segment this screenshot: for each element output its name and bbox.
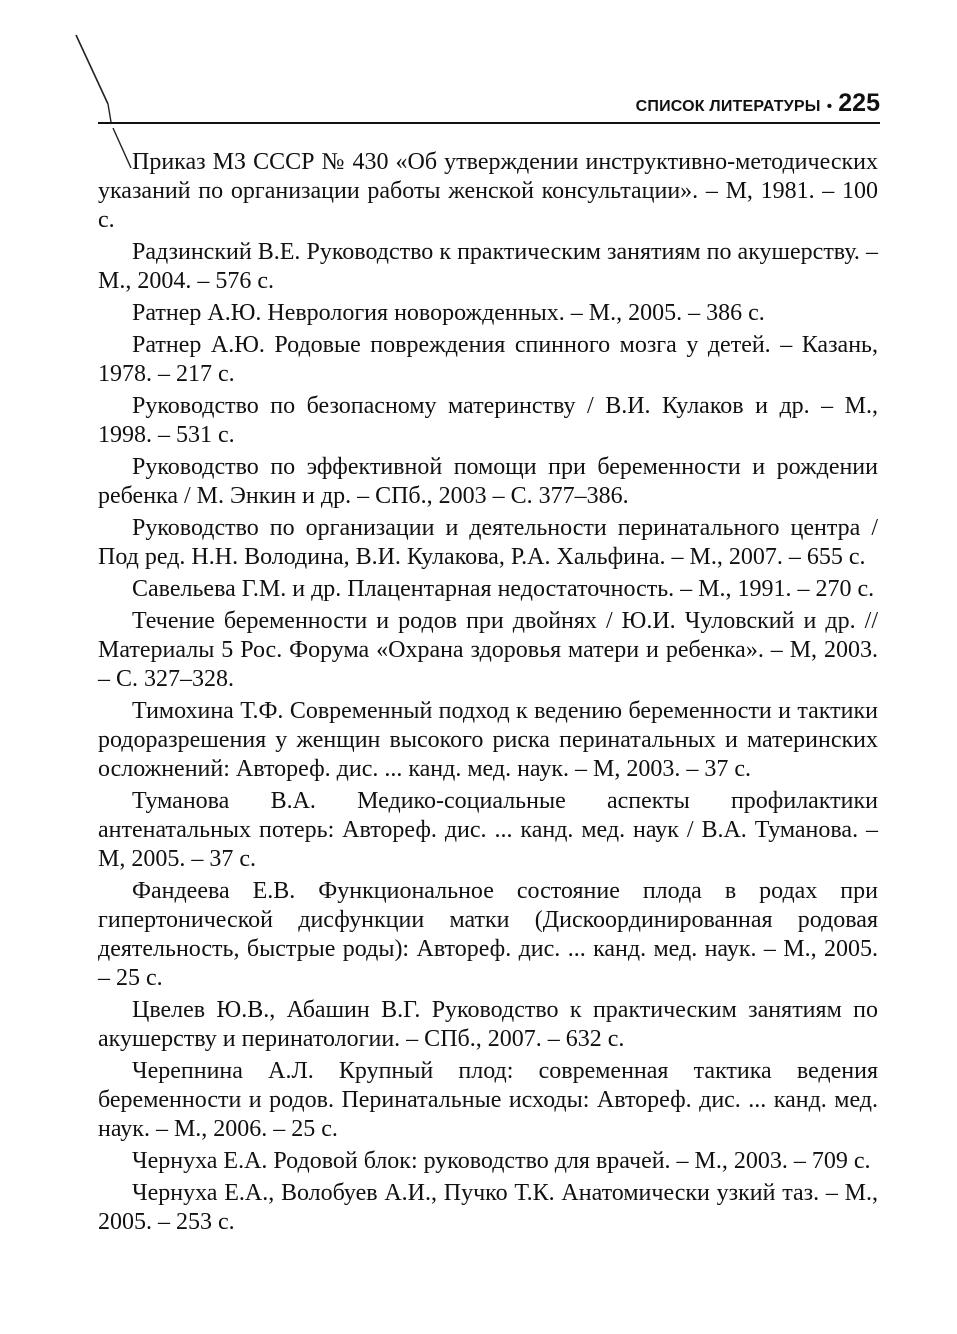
bibliography-entry: Радзинский В.Е. Руководство к практическим занятиям по акушерству. – М., 2004. – 576 с. [98, 239, 878, 294]
header-text [636, 89, 880, 118]
bibliography-entry: Чернуха Е.А. Родовой блок: руководство для врачей. – М., 2003. – 709 с. [132, 1148, 871, 1174]
bibliography-entry: Черепнина А.Л. Крупный плод: современная тактика ведения беременности и родов. Перинатальные исходы: Автореф. дис. ... канд. мед. наук. – М., 2006. – 25 с. [98, 1058, 878, 1142]
bibliography-entry: Туманова В.А. Медико-социальные аспекты профилактики антенатальных потерь: Автореф. дис. ... канд. мед. наук / В.А. Туманова. – М, 2005. – 37 с. [98, 788, 878, 872]
bibliography-entry: Цвелев Ю.В., Абашин В.Г. Руководство к практическим занятиям по акушерству и перинатологии. – СПб., 2007. – 632 с. [98, 997, 878, 1052]
bibliography-entry: Руководство по организации и деятельности перинатального центра / Под ред. Н.Н. Володина, В.И. Кулакова, Р.А. Хальфина. – М., 2007. – 655 с. [98, 515, 878, 570]
bibliography-entry: Руководство по эффективной помощи при беременности и рождении ребенка / М. Энкин и др. – СПб., 2003 – С. 377–386. [98, 454, 878, 509]
bibliography-entry: Савельева Г.М. и др. Плацентарная недостаточность. – М., 1991. – 270 с. [132, 576, 875, 602]
bibliography-entry: Ратнер А.Ю. Родовые повреждения спинного мозга у детей. – Казань, 1978. – 217 с. [98, 332, 878, 387]
bibliography-entry: Ратнер А.Ю. Неврология новорожденных. – М., 2005. – 386 с. [132, 300, 765, 326]
header-title: СПИСОК ЛИТЕРАТУРЫ [635, 98, 821, 115]
page-number: 225 [838, 89, 880, 117]
header-bullet: • [826, 98, 833, 115]
bibliography-entry: Фандеева Е.В. Функциональное состояние плода в родах при гипертонической дисфункции матки (Дискоординированная родовая деятельность, быстрые роды): Автореф. дис. ... канд. мед. наук. – М., 2005. – 25 с. [98, 878, 878, 991]
bibliography-entry: Приказ МЗ СССР № 430 «Об утверждении инструктивно-методических указаний по организации работы женской консультации». – М, 1981. – 100 с. [98, 149, 878, 233]
bibliography-entry: Тимохина Т.Ф. Современный подход к ведению беременности и тактики родоразрешения у женщин высокого риска перинатальных и материнских осложнений: Автореф. дис. ... канд. мед. наук. – М, 2003. – 37 с. [98, 698, 878, 782]
running-header [98, 82, 880, 124]
bibliography-list [98, 148, 878, 1240]
bibliography-entry: Чернуха Е.А., Волобуев А.И., Пучко Т.К. Анатомически узкий таз. – М., 2005. – 253 с. [98, 1180, 878, 1235]
bibliography-entry: Течение беременности и родов при двойнях / Ю.И. Чуловский и др. // Материалы 5 Рос. Форума «Охрана здоровья матери и ребенка». – М, 2003. – С. 327–328. [98, 608, 878, 692]
bibliography-entry: Руководство по безопасному материнству / В.И. Кулаков и др. – М., 1998. – 531 с. [98, 393, 878, 448]
